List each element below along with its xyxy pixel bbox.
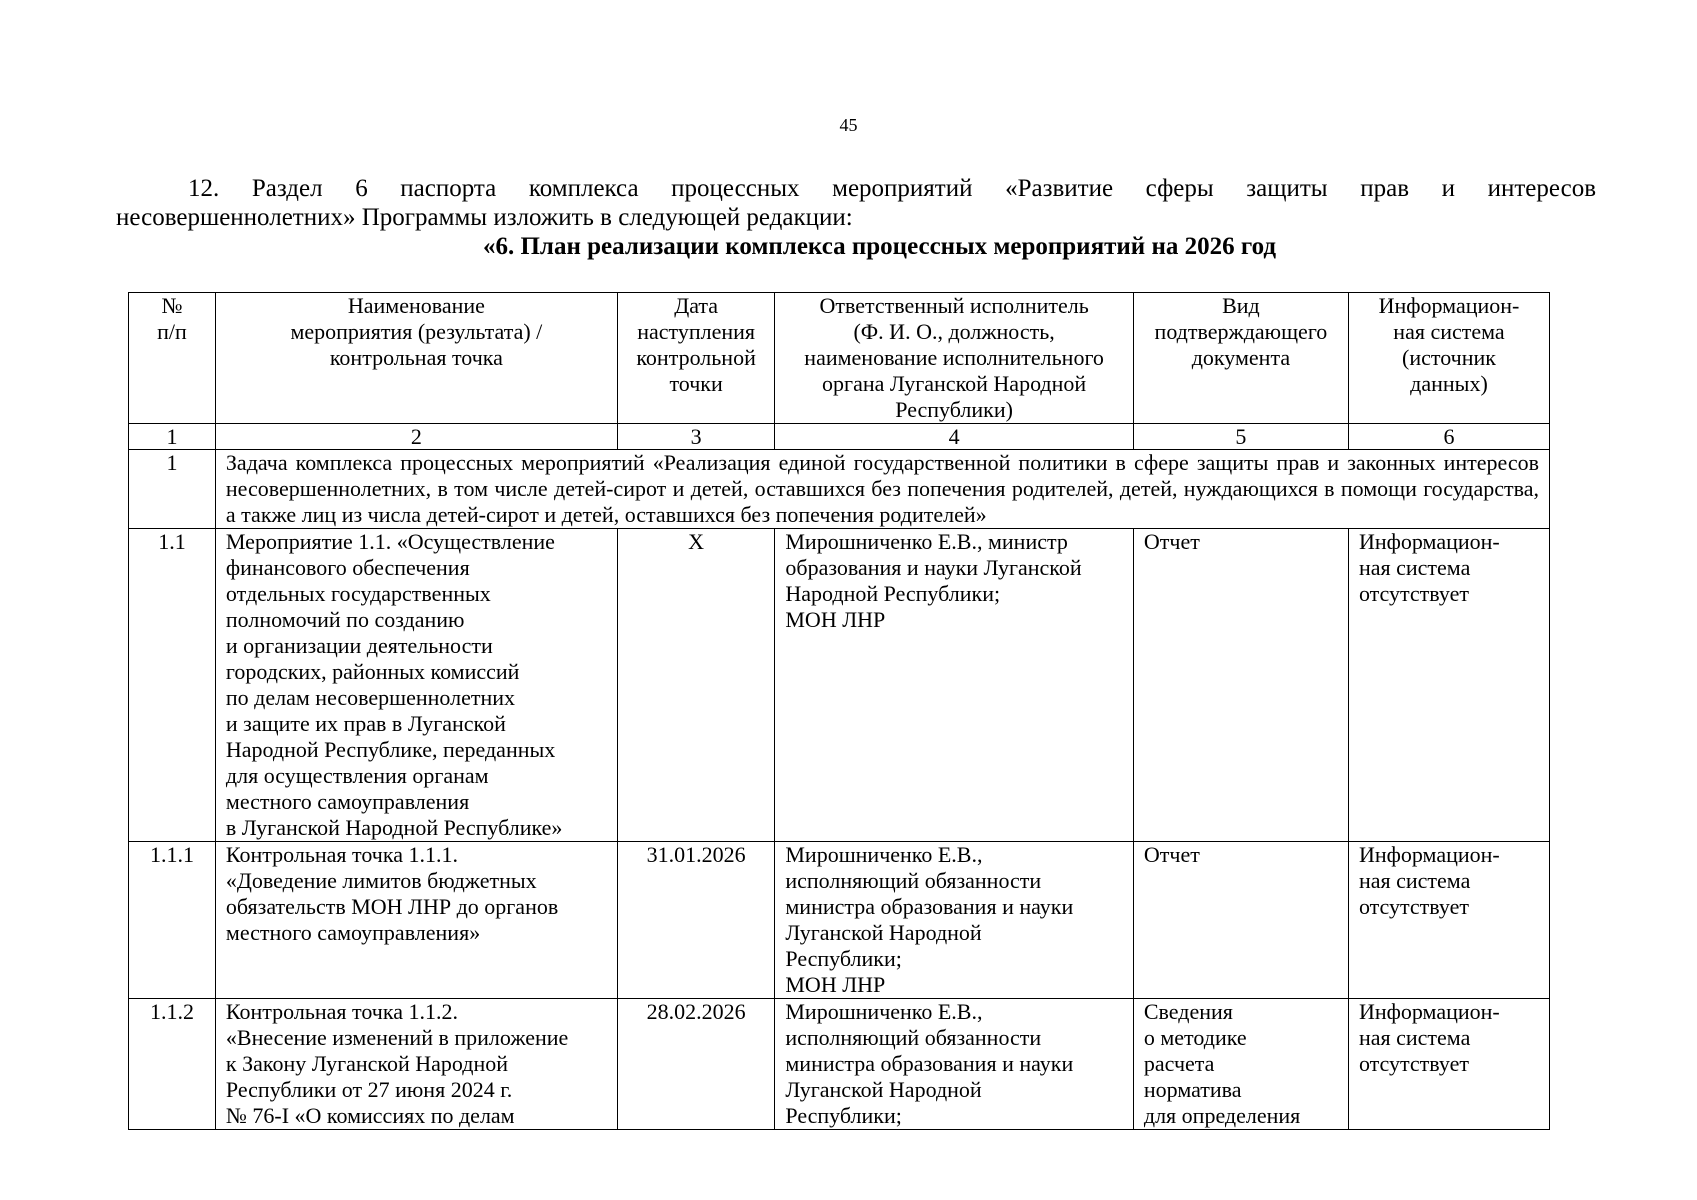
row-name: Контрольная точка 1.1.1. «Доведение лимитов бюджетных обязательств МОН ЛНР до органов местного самоуправления»: [215, 842, 617, 999]
column-number-row: [129, 424, 1550, 450]
row-system: Информацион- ная система отсутствует: [1348, 842, 1549, 999]
table-row: [129, 529, 1550, 842]
row-responsible: Мирошниченко Е.В., исполняющий обязанности министра образования и науки Луганской Народной Республики; МОН ЛНР: [775, 842, 1134, 999]
header-date: Дата наступления контрольной точки: [617, 293, 775, 424]
header-number: № п/п: [129, 293, 216, 424]
column-number: 6: [1348, 424, 1549, 450]
header-system: Информацион- ная система (источник данных): [1348, 293, 1549, 424]
row-name: Мероприятие 1.1. «Осуществление финансового обеспечения отдельных государственных полномочий по созданию и организации деятельности городских, районных комиссий по делам несовершеннолетних и защите их прав в Луганской Народной Республике, переданных для осуществления органам местного самоуправления в Луганской Народной Республике»: [215, 529, 617, 842]
row-number: 1.1: [129, 529, 216, 842]
page-number: 45: [839, 115, 858, 135]
task-number: 1: [129, 450, 216, 529]
column-number: 4: [775, 424, 1134, 450]
row-document: Отчет: [1133, 842, 1348, 999]
intro-line-1: 12. Раздел 6 паспорта комплекса процессных мероприятий «Развитие сферы защиты прав и интересов: [188, 175, 1596, 202]
intro-line-2: несовершеннолетних» Программы изложить в следующей редакции:: [116, 204, 853, 231]
header-name: Наименование мероприятия (результата) / контрольная точка: [215, 293, 617, 424]
row-number: 1.1.1: [129, 842, 216, 999]
row-responsible: Мирошниченко Е.В., министр образования и науки Луганской Народной Республики; МОН ЛНР: [775, 529, 1134, 842]
section-title: «6. План реализации комплекса процессных мероприятий на 2026 год: [482, 233, 1277, 260]
row-system: Информацион- ная система отсутствует: [1348, 999, 1549, 1130]
row-system: Информацион- ная система отсутствует: [1348, 529, 1549, 842]
column-number: 5: [1133, 424, 1348, 450]
row-date: X: [617, 529, 775, 842]
plan-table: [128, 292, 1550, 1130]
task-text: Задача комплекса процессных мероприятий «Реализация единой государственной политики в сфере защиты прав и законных интересов несовершеннолетних, в том числе детей-сирот и детей, оставшихся без попечения родителей, детей, нуждающихся в помощи государства, а также лиц из числа детей-сирот и детей, оставшихся без попечения родителей»: [215, 450, 1549, 529]
row-responsible: Мирошниченко Е.В., исполняющий обязанности министра образования и науки Луганской Народной Республики;: [775, 999, 1134, 1130]
row-name: Контрольная точка 1.1.2. «Внесение изменений в приложение к Закону Луганской Народной Республики от 27 июня 2024 г. № 76-I «О комиссиях по делам: [215, 999, 617, 1130]
task-row: [129, 450, 1550, 529]
intro-paragraph: [116, 174, 1596, 232]
column-number: 3: [617, 424, 775, 450]
header-document: Вид подтверждающего документа: [1133, 293, 1348, 424]
header-responsible: Ответственный исполнитель (Ф. И. О., должность, наименование исполнительного органа Луганской Народной Республики): [775, 293, 1134, 424]
row-date: 31.01.2026: [617, 842, 775, 999]
row-date: 28.02.2026: [617, 999, 775, 1130]
column-number: 2: [215, 424, 617, 450]
row-document: Сведения о методике расчета норматива для определения: [1133, 999, 1348, 1130]
table-row: [129, 842, 1550, 999]
column-number: 1: [129, 424, 216, 450]
header-row: [129, 293, 1550, 424]
row-document: Отчет: [1133, 529, 1348, 842]
row-number: 1.1.2: [129, 999, 216, 1130]
table-row: [129, 999, 1550, 1130]
